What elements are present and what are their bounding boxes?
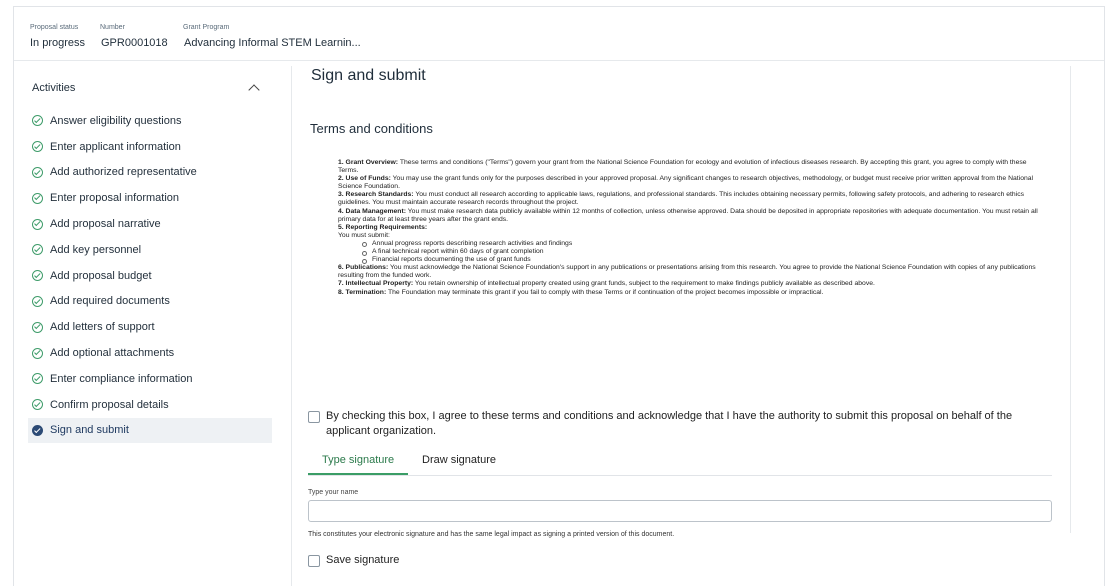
number-label: Number <box>100 24 125 31</box>
list-item: Annual progress reports describing research activities and findings <box>338 240 1044 248</box>
program-value: Advancing Informal STEM Learnin... <box>184 37 361 49</box>
term-heading: 3. Research Standards: <box>338 191 414 199</box>
activity-item[interactable] <box>28 185 272 211</box>
activity-label: Add optional attachments <box>50 347 175 360</box>
activity-label: Confirm proposal details <box>50 398 169 411</box>
active-tab-indicator <box>308 473 408 475</box>
check-circle-icon <box>32 141 43 152</box>
term-heading: 2. Use of Funds: <box>338 175 391 183</box>
activity-label: Add required documents <box>50 295 170 308</box>
check-circle-icon <box>32 193 43 204</box>
term-heading: 1. Grant Overview: <box>338 159 399 166</box>
term-body: You must acknowledge the National Science Foundation's support in any publications or presentations arising from this research. You agree to provide the National Science Foundation with copies of any publications resulting from the funded work. <box>338 264 1036 280</box>
legal-notice: This constitutes your electronic signature and has the same legal impact as signing a printed version of this document. <box>308 531 675 538</box>
term-heading: 6. Publications: <box>338 264 389 272</box>
activities-list <box>28 108 272 443</box>
activity-label: Enter proposal information <box>50 192 180 205</box>
activity-label: Enter applicant information <box>50 140 181 153</box>
term-body: You may use the grant funds only for the purposes described in your approved proposal. Any significant changes to research objectives, methodology, or budget must receive prior written approval from the National Science Foundation. <box>338 175 1034 191</box>
save-signature <box>308 554 399 566</box>
activity-item[interactable] <box>28 289 272 315</box>
activity-label: Add authorized representative <box>50 166 197 179</box>
term-body: You must conduct all research according to applicable laws, regulations, and professional standards. This includes obtaining necessary permits, following safety protocols, and adhering to research ethics guidelines. You must maintain accurate research records throughout the project. <box>338 191 1024 207</box>
status-value: In progress <box>30 37 86 49</box>
agree-label: By checking this box, I agree to these terms and conditions and acknowledge that I have the authority to submit this proposal on behalf of the applicant organization. <box>326 410 1013 437</box>
activity-item[interactable] <box>28 108 272 134</box>
list-item: A final technical report within 60 days of grant completion <box>338 248 1044 256</box>
activity-item[interactable] <box>28 263 272 289</box>
main-panel <box>292 66 1072 586</box>
terms-heading: Terms and conditions <box>310 121 433 136</box>
activity-item[interactable] <box>28 314 272 340</box>
check-circle-icon <box>32 296 43 307</box>
term-body: These terms and conditions ("Terms") govern your grant from the National Science Foundation for ecology and evolution of infectious diseases research. By accepting this grant, you agree to comply with these Terms. <box>338 159 1027 175</box>
term-heading: 4. Data Management: <box>338 207 406 215</box>
term-body: You must make research data publicly available within 12 months of collection, unless otherwise approved. Data should be deposited in appropriate repositories with adequate documentation. You must retain all primary data for at least three years after the grant ends. <box>338 207 1038 223</box>
check-circle-filled-icon <box>32 425 43 436</box>
activity-item[interactable] <box>28 392 272 418</box>
activity-item[interactable] <box>28 134 272 160</box>
activities-header[interactable] <box>28 77 272 99</box>
signature-tabs <box>308 450 1052 476</box>
term-heading: 5. Reporting Requirements: <box>338 223 428 231</box>
program-label: Grant Program <box>183 24 230 31</box>
term-body: You must submit: <box>338 231 390 239</box>
list-item: Financial reports documenting the use of grant funds <box>338 256 1044 264</box>
name-field-label: Type your name <box>308 489 359 496</box>
activity-label: Add proposal budget <box>50 269 152 282</box>
activity-label: Answer eligibility questions <box>50 114 182 127</box>
save-signature-checkbox[interactable] <box>308 555 320 567</box>
status-label: Proposal status <box>30 24 79 31</box>
tab-type-signature[interactable]: Type signature <box>322 454 395 466</box>
activity-item[interactable] <box>28 366 272 392</box>
terms-text <box>338 159 1044 297</box>
agree-terms <box>308 409 1054 439</box>
term-heading: 8. Termination: <box>338 288 387 296</box>
activity-label: Add key personnel <box>50 243 142 256</box>
activity-label: Enter compliance information <box>50 372 193 385</box>
page-title: Sign and submit <box>311 67 426 84</box>
check-circle-icon <box>32 373 43 384</box>
activity-item-active[interactable] <box>28 418 272 444</box>
activity-item[interactable] <box>28 160 272 186</box>
term-body: You retain ownership of intellectual property created using grant funds, subject to the requirement to make findings publicly available as described above. <box>413 280 875 288</box>
activity-label: Add proposal narrative <box>50 218 161 231</box>
check-circle-icon <box>32 167 43 178</box>
check-circle-icon <box>32 115 43 126</box>
term-heading: 7. Intellectual Property: <box>338 280 414 288</box>
activity-label: Sign and submit <box>50 424 129 437</box>
check-circle-icon <box>32 348 43 359</box>
signature-name-input[interactable] <box>308 500 1052 522</box>
check-circle-icon <box>32 322 43 333</box>
number-value: GPR0001018 <box>101 37 168 49</box>
term-body: The Foundation may terminate this grant if you fail to comply with these Terms or if continuation of the project becomes impossible or impractical. <box>386 288 824 296</box>
activities-sidebar <box>28 77 272 437</box>
agree-checkbox[interactable] <box>308 411 320 423</box>
activities-title: Activities <box>32 82 76 94</box>
tab-draw-signature[interactable]: Draw signature <box>422 454 496 466</box>
activity-item[interactable] <box>28 340 272 366</box>
check-circle-icon <box>32 219 43 230</box>
activity-item[interactable] <box>28 237 272 263</box>
save-signature-label: Save signature <box>326 554 400 566</box>
check-circle-icon <box>32 270 43 281</box>
check-circle-icon <box>32 244 43 255</box>
activity-item[interactable] <box>28 211 272 237</box>
chevron-up-icon[interactable] <box>248 84 259 95</box>
check-circle-icon <box>32 399 43 410</box>
header-divider <box>14 60 1104 61</box>
activity-label: Add letters of support <box>50 321 155 334</box>
